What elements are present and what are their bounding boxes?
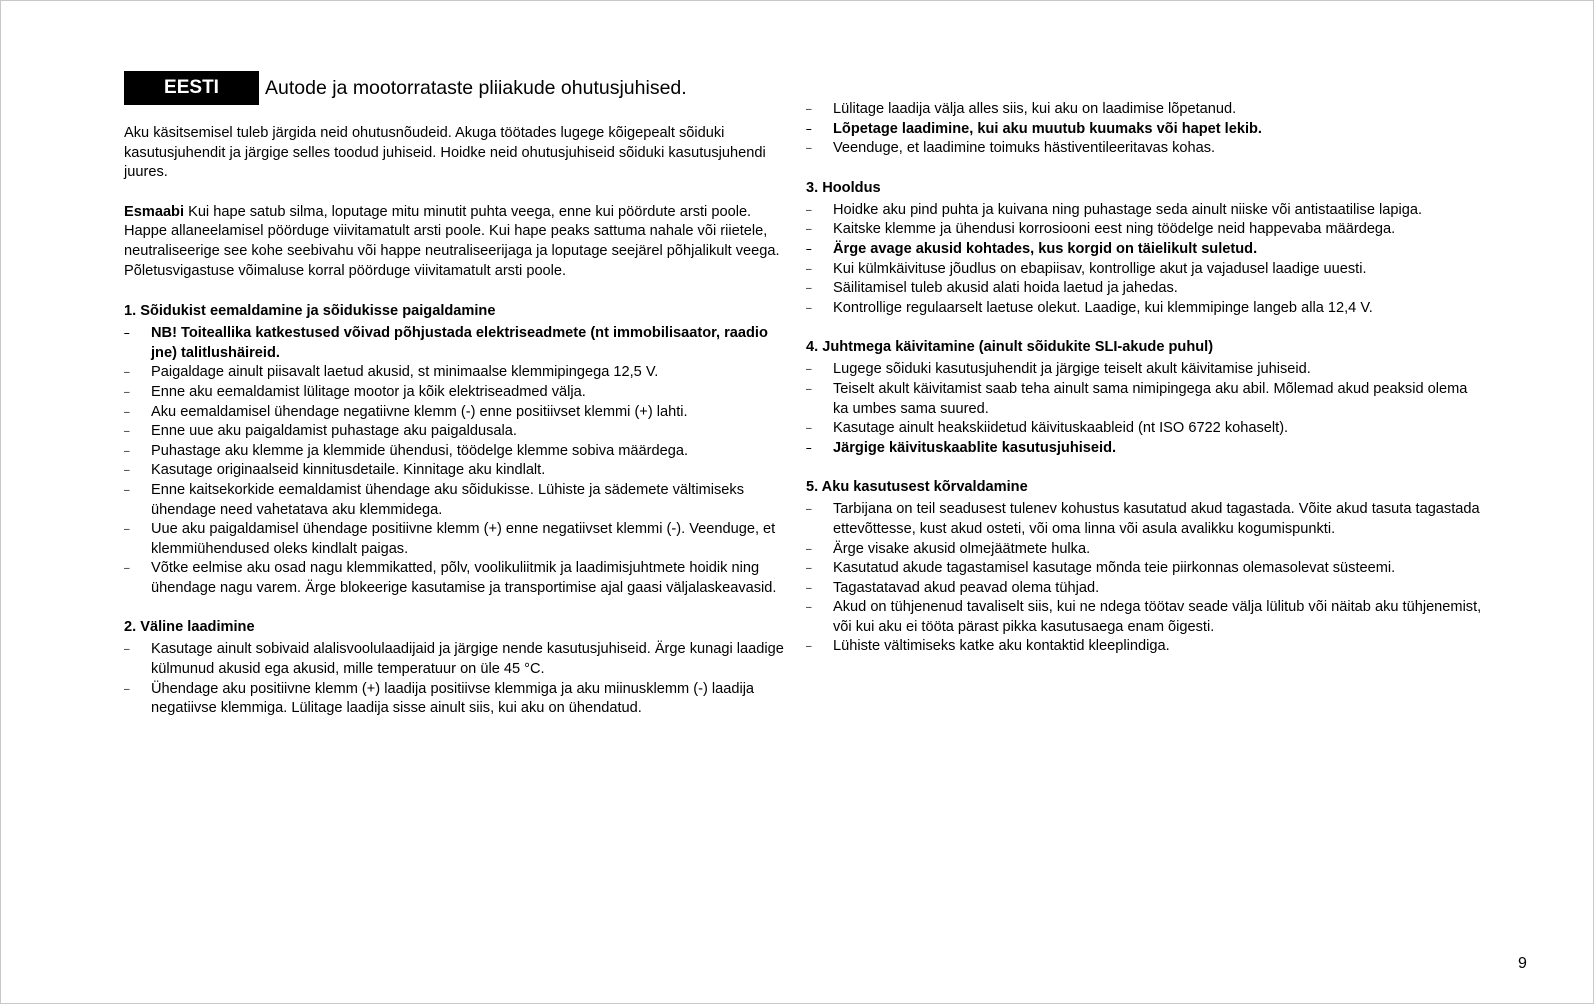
list-item: – Lugege sõiduki kasutusjuhendit ja järgige teiselt akult käivitamise juhiseid. [806, 360, 1486, 380]
document-title: Autode ja mootorrataste pliiakude ohutusjuhised. [265, 76, 687, 99]
list-item: – Kontrollige regulaarselt laetuse olekut. Laadige, kui klemmipinge langeb alla 12,4 V. [806, 299, 1486, 319]
intro-paragraph: Aku käsitsemisel tuleb järgida neid ohutusnõudeid. Akuga töötades lugege kõigepealt sõiduki kasutusjuhendit ja järgige selles toodud juhiseid. Hoidke neid ohutusjuhiseid sõiduki kasutusjuhendi juures. [124, 125, 766, 181]
list-item: – Kaitske klemme ja ühendusi korrosiooni eest ning töödelge neid happevaba määrdega. [806, 220, 1486, 240]
section-2-heading: 2. Väline laadimine [124, 619, 255, 636]
list-item: – Lõpetage laadimine, kui aku muutub kuumaks või hapet lekib. [806, 120, 1486, 140]
list-item: – Hoidke aku pind puhta ja kuivana ning puhastage seda ainult niiske või antistaatilise lapiga. [806, 201, 1486, 221]
list-item: – Tagastatavad akud peavad olema tühjad. [806, 579, 1486, 599]
list-item: – Kasutage ainult heakskiidetud käivituskaableid (nt ISO 6722 kohaselt). [806, 419, 1486, 439]
list-item: – Enne uue aku paigaldamist puhastage aku paigaldusala. [124, 422, 784, 442]
first-aid-label: Esmaabi [124, 203, 185, 220]
left-column [124, 124, 784, 738]
list-item: – Säilitamisel tuleb akusid alati hoida laetud ja jahedas. [806, 279, 1486, 299]
list-item: – Ärge visake akusid olmejäätmete hulka. [806, 540, 1486, 560]
section-5-list [806, 500, 1486, 657]
list-item: – Tarbijana on teil seadusest tulenev kohustus kasutatud akud tagastada. Võite akud tasuta tagastada ettevõttesse, kust akud osteti, või oma linna või asula avalikku kogumispunkti. [806, 500, 1486, 539]
section-5-heading: 5. Aku kasutusest kõrvaldamine [806, 479, 1028, 496]
right-column [806, 100, 1486, 676]
language-badge: EESTI [124, 71, 259, 105]
section-4-heading: 4. Juhtmega käivitamine (ainult sõidukite SLI-akude puhul) [806, 339, 1214, 356]
page-number: 9 [1518, 955, 1527, 972]
list-item: – Kui külmkäivituse jõudlus on ebapiisav, kontrollige akut ja vajadusel laadige uuesti. [806, 260, 1486, 280]
first-aid-paragraph [124, 203, 784, 281]
list-item: – Veenduge, et laadimine toimuks hästiventileeritavas kohas. [806, 139, 1486, 159]
header [124, 71, 687, 105]
section-4-list [806, 360, 1486, 458]
list-item: – Võtke eelmise aku osad nagu klemmikatted, põlv, voolikuliitmik ja laadimisjuhtmete hoidik ning ühendage nagu varem. Ärge blokeerige kasutamise ja transportimise ajal gaasi väljalaskeavasid. [124, 559, 784, 598]
list-item: – Puhastage aku klemme ja klemmide ühendusi, töödelge klemme sobiva määrdega. [124, 442, 784, 462]
section-3-list [806, 201, 1486, 319]
section-2-list-continued [806, 100, 1486, 159]
list-item: – Järgige käivituskaablite kasutusjuhiseid. [806, 439, 1486, 459]
list-item: – Kasutage ainult sobivaid alalisvoolulaadijaid ja järgige nende kasutusjuhiseid. Ärge kunagi laadige külmunud akusid ega akusid, mille temperatuur on üle 45 °C. [124, 640, 784, 679]
section-3-heading: 3. Hooldus [806, 179, 881, 196]
list-item: – Ärge avage akusid kohtades, kus korgid on täielikult suletud. [806, 240, 1486, 260]
list-item: – Akud on tühjenenud tavaliselt siis, kui ne ndega töötav seade välja lülitub või näitab aku tühjenemist, või kui aku ei tööta pärast pikka kasutusaega enam õigesti. [806, 598, 1486, 637]
list-item: – Lühiste vältimiseks katke aku kontaktid kleeplindiga. [806, 637, 1486, 657]
list-item: – Ühendage aku positiivne klemm (+) laadija positiivse klemmiga ja aku miinusklemm (-) laadija negatiivse klemmiga. Lülitage laadija sisse ainult siis, kui aku on ühendatud. [124, 680, 784, 719]
list-item: – Aku eemaldamisel ühendage negatiivne klemm (-) enne positiivset klemmi (+) lahti. [124, 403, 784, 423]
list-item: – Paigaldage ainult piisavalt laetud akusid, st minimaalse klemmipingega 12,5 V. [124, 363, 784, 383]
list-item: – Enne aku eemaldamist lülitage mootor ja kõik elektriseadmed välja. [124, 383, 784, 403]
list-item: – NB! Toiteallika katkestused võivad põhjustada elektriseadmete (nt immobilisaator, raadio jne) talitlushäireid. [124, 324, 784, 363]
list-item: – Kasutage originaalseid kinnitusdetaile. Kinnitage aku kindlalt. [124, 461, 784, 481]
section-2-list [124, 640, 784, 718]
list-item: – Kasutatud akude tagastamisel kasutage mõnda teie piirkonnas olemasolevat süsteemi. [806, 559, 1486, 579]
list-item: – Teiselt akult käivitamist saab teha ainult sama nimipingega aku abil. Mõlemad akud peaksid olema ka umbes sama suured. [806, 380, 1486, 419]
first-aid-text: Kui hape satub silma, loputage mitu minutit puhta veega, enne kui pöördute arsti poole. Happe allaneelamisel pöörduge viivitamatult arsti poole. Kui hape peaks sattuma nahale või riietele, neutraliseerige see kohe seebivahu või happe neutraliseerijaga ja loputage seejärel põhjalikult veega. Põletusvigastuse võimaluse korral pöörduge viivitamatult arsti poole. [124, 203, 780, 279]
section-1-list [124, 324, 784, 598]
section-1-heading: 1. Sõidukist eemaldamine ja sõidukisse paigaldamine [124, 303, 496, 320]
list-item: – Uue aku paigaldamisel ühendage positiivne klemm (+) enne negatiivset klemmi (-). Veenduge, et klemmiühendused oleks kindlalt paigas. [124, 520, 784, 559]
list-item: – Enne kaitsekorkide eemaldamist ühendage aku sõidukisse. Lühiste ja sädemete vältimiseks ühendage need vahetatava aku klemmidega. [124, 481, 784, 520]
list-item: – Lülitage laadija välja alles siis, kui aku on laadimise lõpetanud. [806, 100, 1486, 120]
